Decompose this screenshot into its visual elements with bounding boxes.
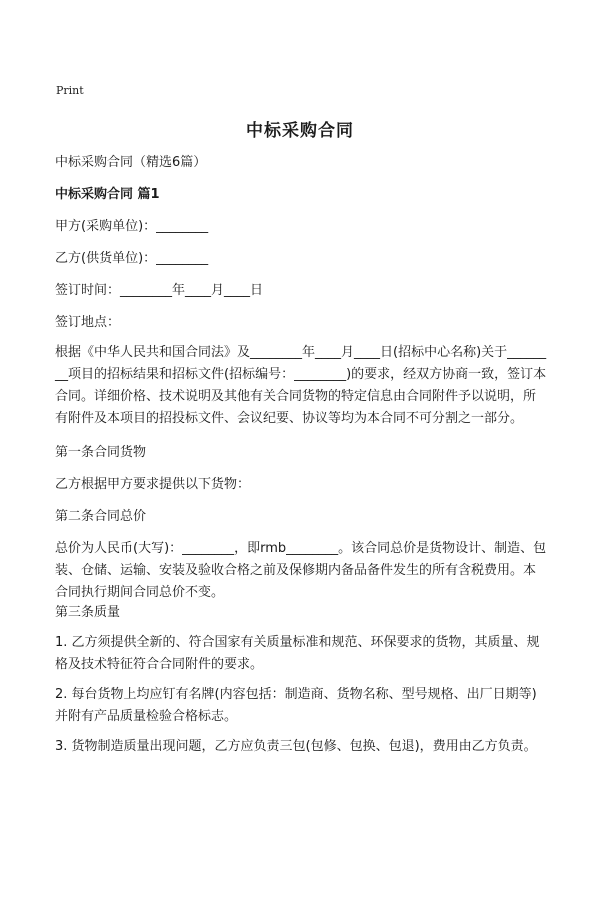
party-a-line: 甲方(采购单位)：________ (55, 219, 209, 234)
quality-item-3: 3. 货物制造质量出现问题，乙方应负责三包(包修、包换、包退)，费用由乙方负责。 (55, 739, 537, 754)
section-heading: 中标采购合同 篇1 (55, 187, 160, 202)
article-1-title: 第一条合同货物 (55, 445, 147, 460)
quality-item-2: 2. 每台货物上均应钉有名牌(内容包括：制造商、货物名称、型号规格、出厂日期等)并附有产品质量检验合格标志。 (55, 687, 537, 724)
article-3-title: 第三条质量 (55, 605, 121, 620)
article-2-body: 总价为人民币(大写)：________，即rmb________。该合同总价是货物设计、制造、包装、仓储、运输、安装及验收合格之前及保修期内备品备件发生的所有含税费用。本合同执行期间合同总价不变。 (55, 541, 547, 600)
quality-item-1: 1. 乙方须提供全新的、符合国家有关质量标准和规范、环保要求的货物，其质量、规格及技术特征符合合同附件的要求。 (55, 635, 540, 672)
article-1-body: 乙方根据甲方要求提供以下货物： (55, 477, 251, 492)
intro-paragraph: 根据《中华人民共和国合同法》及________年____月____日(招标中心名称)关于________项目的招标结果和招标文件(招标编号：________)的要求，经双方协商一致，签订本合同。详细价格、技术说明及其他有关合同货物的特定信息由合同附件予以说明，所有附件及本项目的招投标文件、会议纪要、协议等均为本合同不可分割之一部分。 (55, 345, 547, 426)
sign-time-line: 签订时间：________年____月____日 (55, 283, 264, 298)
article-2-title: 第二条合同总价 (55, 509, 147, 524)
sign-place-line: 签订地点： (55, 315, 121, 330)
document-subtitle: 中标采购合同（精选6篇） (55, 155, 207, 170)
print-label: Print (56, 84, 84, 97)
document-title: 中标采购合同 (246, 121, 354, 141)
party-b-line: 乙方(供货单位)：________ (55, 251, 209, 266)
